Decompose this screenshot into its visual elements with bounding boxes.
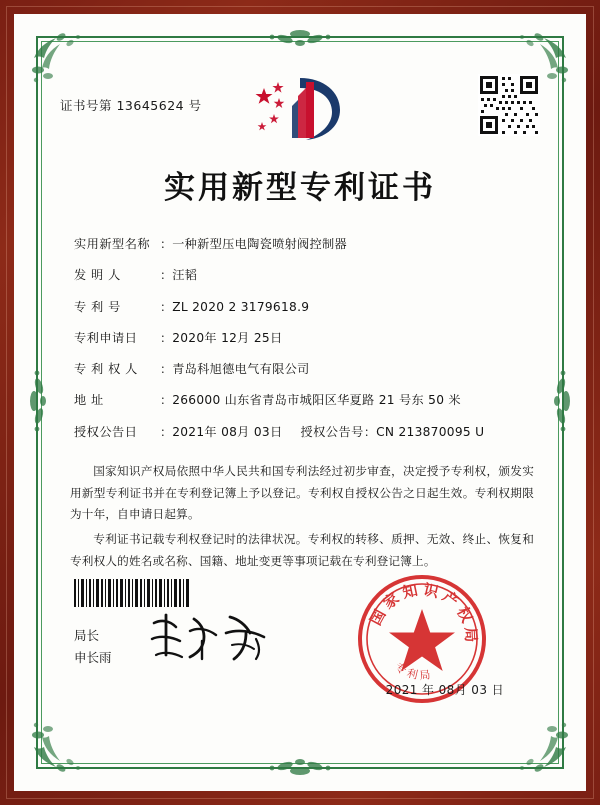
field-row (74, 329, 540, 347)
svg-text:国家知识产权局: 国家知识产权局 (366, 580, 481, 647)
field-row (74, 235, 540, 253)
edge-ornament-icon (255, 26, 345, 56)
paragraph-grant: 国家知识产权局依照中华人民共和国专利法经过初步审查，决定授予专利权，颁发实用新型专利证书并在专利登记簿上予以登记。专利权自授权公告之日起生效。专利权期限为十年，自申请日起算。 (70, 464, 534, 521)
field-colon: ： (160, 393, 173, 408)
qr-code (478, 74, 540, 136)
director-name: 申长雨 (74, 649, 112, 665)
field-row (74, 360, 540, 378)
field-label: 地 址 (74, 393, 104, 408)
field-label: 专 利 号 (74, 299, 121, 314)
paragraph-registry: 专利证书记载专利权登记时的法律状况。专利权的转移、质押、无效、终止、恢复和专利权人的姓名或名称、国籍、地址变更等事项记载在专利登记簿上。 (70, 532, 534, 568)
certificate-number: 证书号第 13645624 号 (60, 98, 202, 113)
field-value: 汪韬 (172, 268, 198, 283)
field-value: 2021年 08月 03日 (172, 424, 283, 439)
footer-area (60, 573, 540, 743)
field-label: 专利申请日 (74, 330, 138, 345)
field-colon: ： (160, 299, 173, 314)
handwritten-signature (146, 609, 276, 665)
certificate-content (60, 66, 540, 743)
seal-date: 2021 年 08月 03 日 (385, 683, 504, 697)
field-colon: ： (160, 424, 173, 439)
field-colon: ： (160, 330, 173, 345)
field-value: 一种新型压电陶瓷喷射阀控制器 (172, 237, 348, 251)
edge-ornament-icon (26, 356, 52, 450)
director-label: 局长 (74, 628, 100, 643)
field-label: 发 明 人 (74, 268, 121, 283)
field-value: 266000 山东省青岛市城阳区华夏路 21 号东 50 米 (172, 393, 461, 408)
field-colon: ： (160, 237, 173, 251)
field-row (74, 298, 540, 316)
field-value: ZL 2020 2 3179618.9 (172, 299, 310, 314)
field-colon: ： (363, 424, 377, 439)
svg-text:专利局: 专利局 (392, 660, 435, 683)
barcode (74, 579, 190, 607)
field-label-secondary: 授权公告号 (300, 424, 364, 439)
edge-ornament-icon (548, 356, 574, 450)
field-colon: ： (160, 362, 173, 377)
field-label: 专 利 权 人 (74, 362, 138, 377)
field-row (74, 391, 540, 409)
edge-ornament-icon (255, 749, 345, 779)
field-row-grant (74, 423, 540, 441)
field-row (74, 266, 540, 284)
page-title: 实用新型专利证书 (164, 170, 436, 206)
director-block (74, 625, 112, 669)
field-value-secondary: CN 213870095 U (376, 424, 485, 439)
cnipa-logo-icon (248, 72, 352, 144)
legal-text (60, 461, 540, 572)
field-value: 青岛科旭德电气有限公司 (172, 362, 310, 377)
field-value: 2020年 12月 25日 (172, 330, 283, 345)
certificate-paper (14, 14, 586, 791)
field-list (60, 235, 540, 441)
header-row (60, 66, 540, 158)
field-colon: ： (160, 268, 173, 283)
field-label: 授权公告日 (74, 424, 138, 439)
field-label: 实用新型名称 (74, 237, 151, 251)
